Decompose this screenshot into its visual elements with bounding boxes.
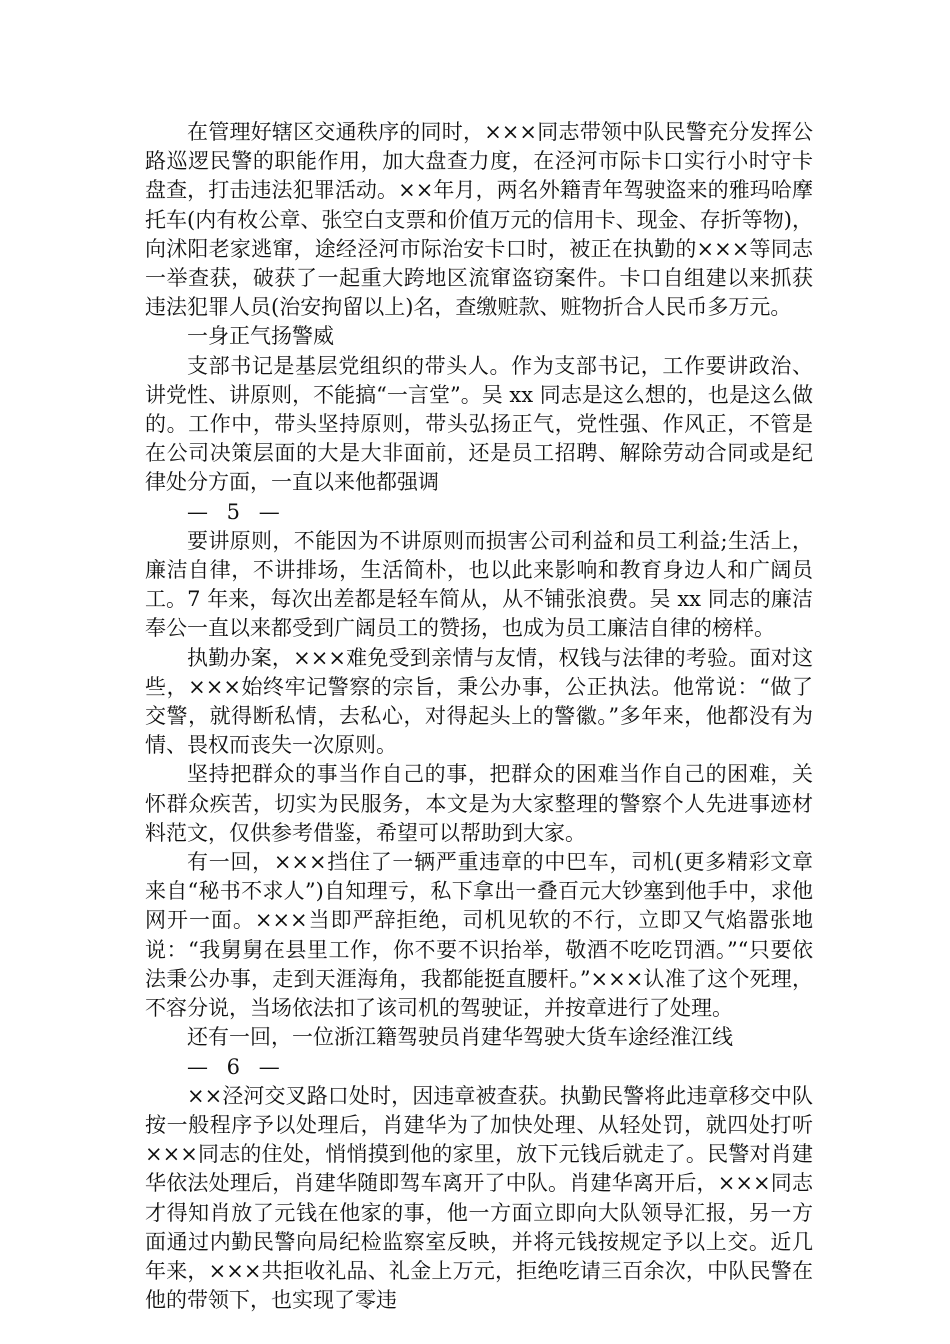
section-heading: 一身正气扬警威	[187, 324, 334, 349]
page-number-6: — 6 —	[187, 1054, 286, 1079]
page-number-5: — 5 —	[187, 499, 286, 524]
paragraph-truck-driver-bribe: ××泾河交叉路口处时，因违章被查获。执勤民警将此违章移交中队按一般程序予以处理后，肖建华为了加快处理、从轻处罚，就四处打听×××同志的住处，悄悄摸到他的家里，放下元钱后就走了。民警对肖建华依法处理后，肖建华随即驾车离开了中队。肖建华离开后，×××同志才得知肖放了元钱在他家的事，他一方面立即向大队领导汇报，另一方面通过内勤民警向局纪检监察室反映，并将元钱按规定予以上交。近几年来，×××共拒收礼品、礼金上万元，拒绝吃请三百余次，中队民警在他的带领下，也实现了零违	[145, 1083, 813, 1313]
paragraph-truck-driver-intro: 还有一回，一位浙江籍驾驶员肖建华驾驶大货车途经淮江线	[187, 1025, 733, 1050]
paragraph-principle: 要讲原则，不能因为不讲原则而损害公司利益和员工利益;生活上，廉洁自律，不讲排场，生活简朴，也以此来影响和教育身边人和广阔员工。7 年来，每次出差都是轻车简从，从不铺张浪费。吴 xx 同志的廉洁奉公一直以来都受到广阔员工的赞扬，也成为员工廉洁自律的榜样。	[145, 528, 813, 641]
paragraph-minibus-driver: 有一回，×××挡住了一辆严重违章的中巴车，司机(更多精彩文章来自“秘书不求人”)自知理亏，私下拿出一叠百元大钞塞到他手中，求他网开一面。×××当即严辞拒绝，司机见软的不行，立即又气焰嚣张地说：“我舅舅在县里工作，你不要不识抬举，敬酒不吃吃罚酒。”“只要依法秉公办事，走到天涯海角，我都能挺直腰杆。”×××认准了这个死理，不容分说，当场依法扣了该司机的驾驶证，并按章进行了处理。	[145, 850, 813, 1021]
paragraph-law-enforcement: 执勤办案，×××难免受到亲情与友情，权钱与法律的考验。面对这些，×××始终牢记警察的宗旨，秉公办事，公正执法。他常说：“做了交警，就得断私情，去私心，对得起头上的警徽。”多年来，他都没有为情、畏权而丧失一次原则。	[145, 645, 813, 758]
paragraph-serve-people: 坚持把群众的事当作自己的事，把群众的困难当作自己的困难，关怀群众疾苦，切实为民服务，本文是为大家整理的警察个人先进事迹材料范文，仅供参考借鉴，希望可以帮助到大家。	[145, 762, 813, 845]
paragraph-checkpoint: 在管理好辖区交通秩序的同时，×××同志带领中队民警充分发挥公路巡逻民警的职能作用，加大盘查力度，在泾河市际卡口实行小时守卡盘查，打击违法犯罪活动。××年月，两名外籍青年驾驶盗来的雅玛哈摩托车(内有枚公章、张空白支票和价值万元的信用卡、现金、存折等物)，向沭阳老家逃窜，途经泾河市际治安卡口时，被正在执勤的×××等同志一举查获，破获了一起重大跨地区流窜盗窃案件。卡口自组建以来抓获违法犯罪人员(治安拘留以上)名，查缴赃款、赃物折合人民币多万元。	[145, 120, 813, 320]
paragraph-party-secretary: 支部书记是基层党组织的带头人。作为支部书记，工作要讲政治、讲党性、讲原则，不能搞“一言堂”。吴 xx 同志是这么想的，也是这么做的。工作中，带头坚持原则，带头弘扬正气，党性强、作风正，不管是在公司决策层面的大是大非面前，还是员工招聘、解除劳动合同或是纪律处分方面，一直以来他都强调	[145, 353, 813, 495]
document-page	[145, 118, 813, 1315]
